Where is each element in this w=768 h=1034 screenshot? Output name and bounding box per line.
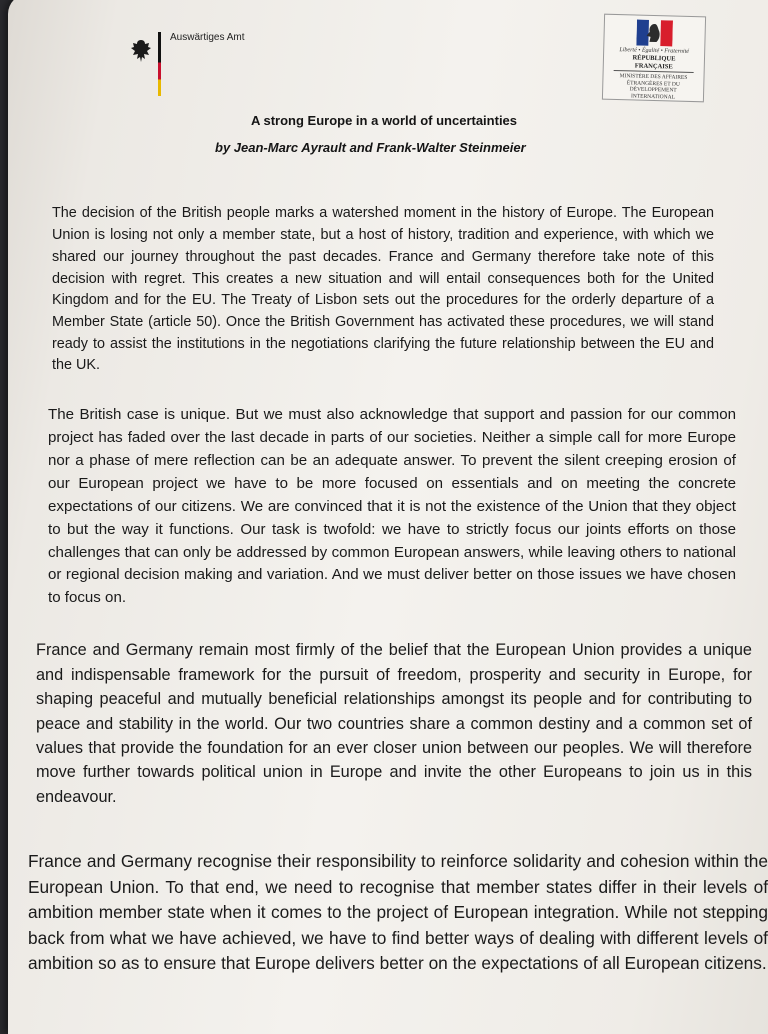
paragraph-4: France and Germany recognise their responsibility to reinforce solidarity and cohesion within the European Union. To that end, we need to recognise that member states differ in their levels of ambition member state when it comes to the project of European integration. While not stepping back from what we have achieved, we have to find better ways of dealing with different levels of ambition so as to ensure that Europe delivers better on the expectations of all European citizens. bbox=[28, 851, 768, 973]
ministry-name: MINISTÈRE DES AFFAIRES ÉTRANGÈRES ET DU DÉVELOPPEMENT INTERNATIONAL bbox=[619, 73, 688, 101]
paragraph-3: France and Germany remain most firmly of the belief that the European Union provides a unique and indispensable framework for the pursuit of freedom, prosperity and security in Europe, for shaping peaceful and mutually beneficial relationships amongst its people and for contributing to peace and stability in the world. Our two countries share a common destiny and a common set of values that provide the foundation for an ever closer union between our peoples. We will therefore move further towards political union in Europe and invite the other Europeans to join us in this endeavour. bbox=[36, 641, 752, 806]
german-flag-bar bbox=[158, 32, 161, 96]
article-byline: by Jean-Marc Ayrault and Frank-Walter Steinmeier bbox=[215, 140, 526, 155]
paragraph-2: The British case is unique. But we must also acknowledge that support and passion for our common project has faded over the last decade in parts of our societies. Neither a simple call for more Europe nor a phase of mere reflection can be an adequate answer. To prevent the silent creeping erosion of our European project we have to be more focused on essentials and on meeting the concrete expectations of our citizens. We are convinced that it is not the existence of the Union that they object to but the way it functions. Our task is twofold: we have to strictly focus our joints efforts on those challenges that can only be addressed by common European answers, while leaving others to national or regional decision making and variation. And we must deliver better on those issues we have chosen to focus on. bbox=[48, 406, 736, 607]
eagle-icon bbox=[130, 38, 152, 64]
marianne-icon bbox=[636, 20, 673, 47]
article-title: A strong Europe in a world of uncertainties bbox=[250, 113, 518, 128]
french-motto: Liberté • Égalité • Fraternité bbox=[619, 47, 690, 55]
french-ministry-logo bbox=[602, 14, 706, 103]
office-name: Auswärtiges Amt bbox=[170, 32, 245, 43]
paragraph-1: The decision of the British people marks a watershed moment in the history of Europe. The European Union is losing not only a member state, but a host of history, tradition and experience, with which we shared our journey throughout the past decades. France and Germany therefore take note of this decision with regret. This creates a new situation and will entail consequences both for the United Kingdom and for the EU. The Treaty of Lisbon sets out the procedures for the orderly departure of a Member State (article 50). Once the British Government has activated these procedures, we will stand ready to assist the institutions in the negotiations clarifying the future relationship between the EU and the UK. bbox=[52, 205, 714, 374]
french-republic-label: RÉPUBLIQUE FRANÇAISE bbox=[614, 54, 694, 73]
german-foreign-office-logo bbox=[118, 28, 268, 98]
